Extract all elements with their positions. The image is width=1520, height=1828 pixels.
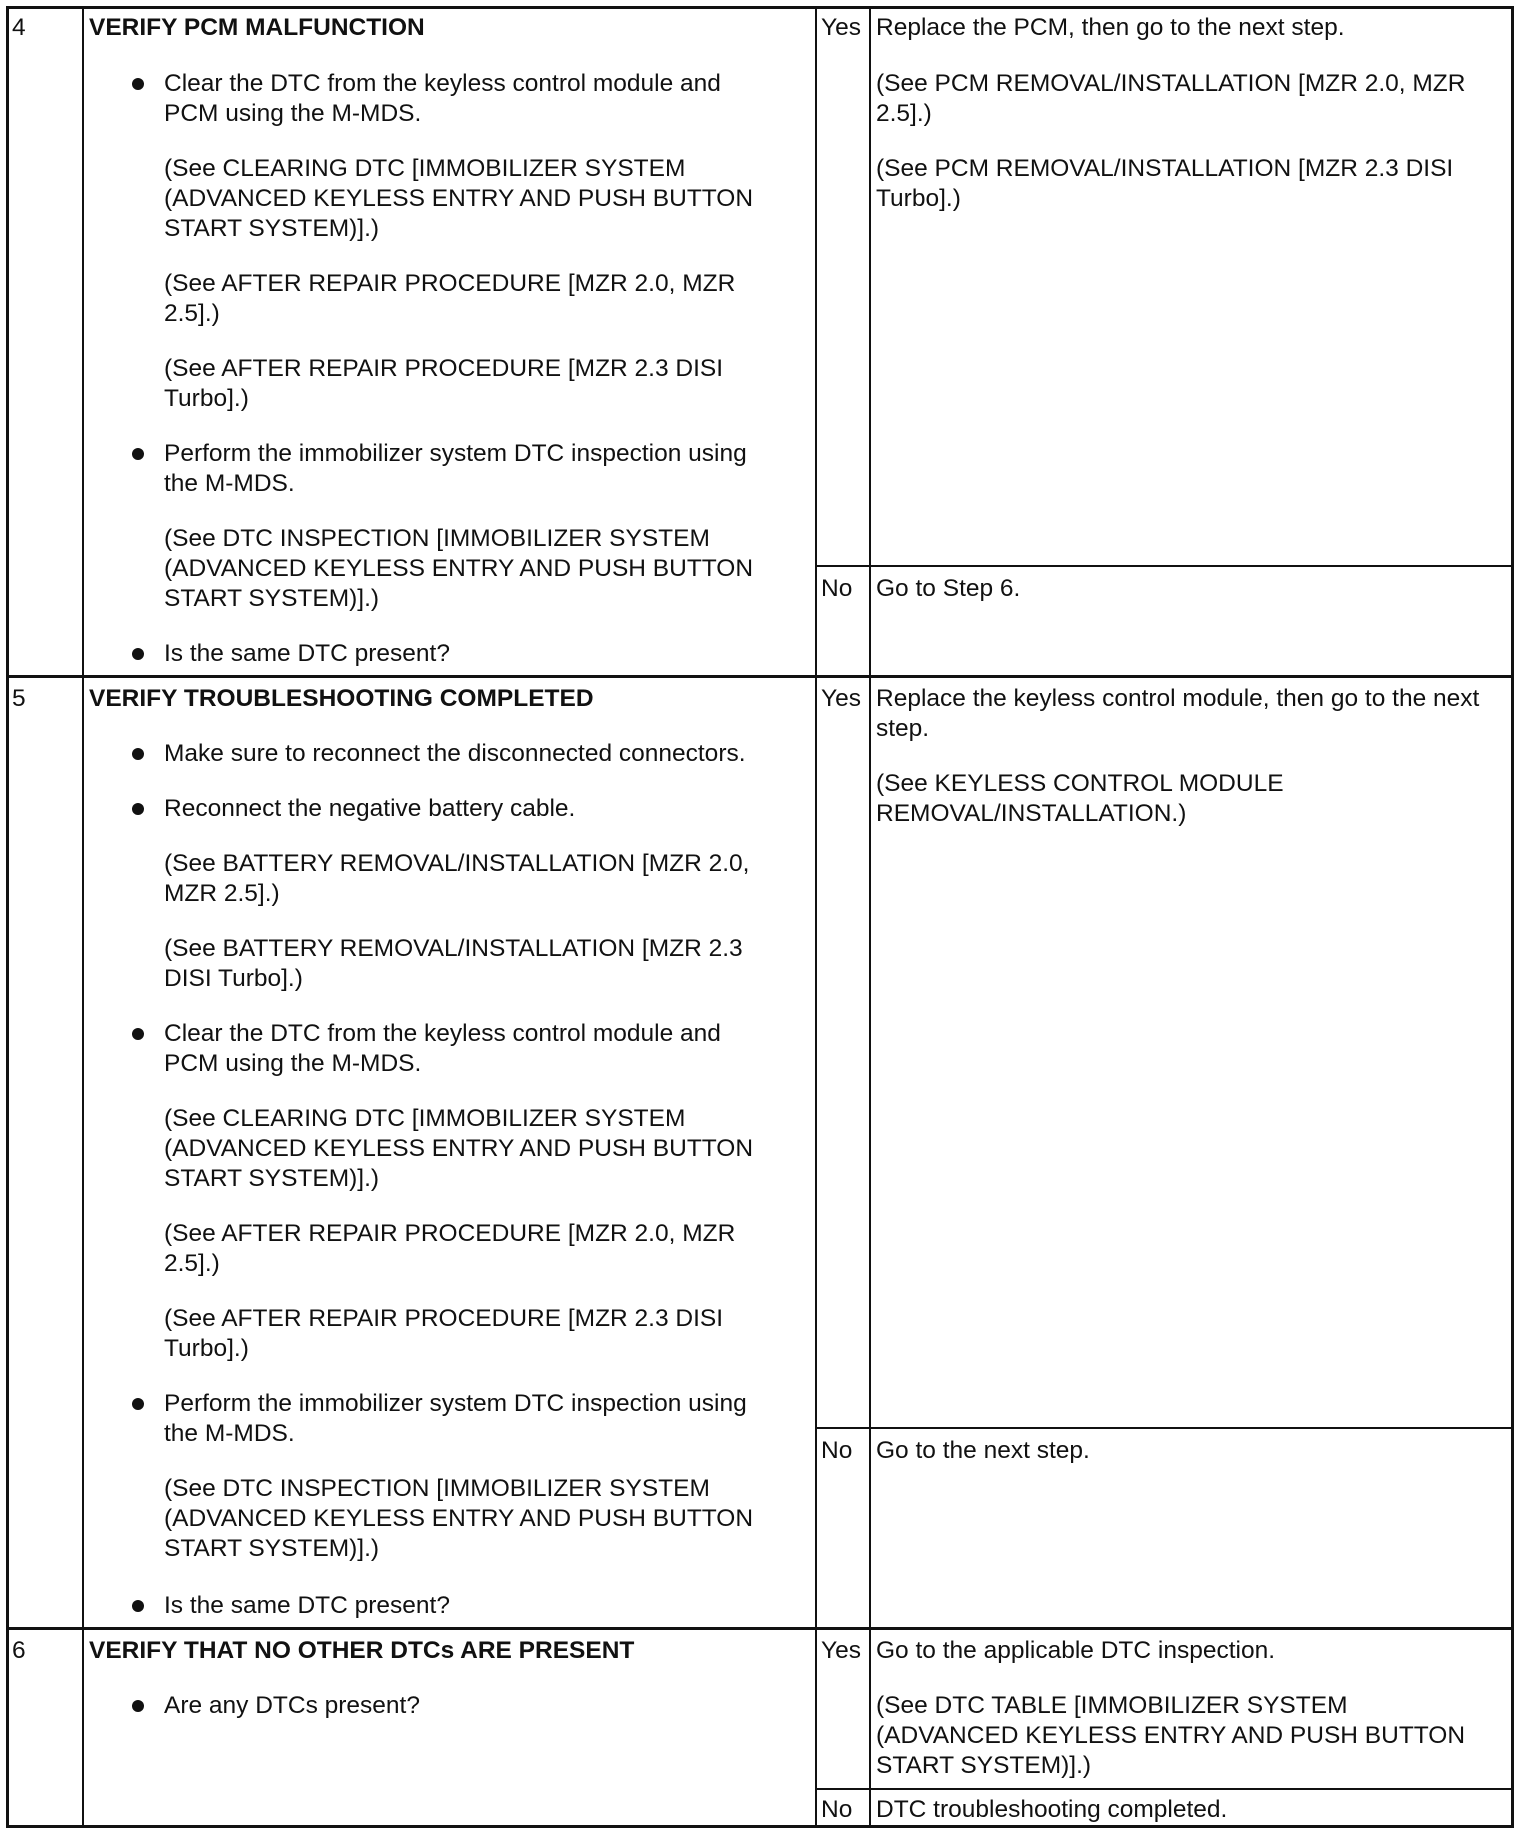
bullet-icon <box>132 1028 144 1040</box>
step-number: 5 <box>12 685 26 712</box>
reference-link[interactable]: 2.5].) <box>164 1250 220 1277</box>
action-text: the M-MDS. <box>164 470 295 497</box>
result-text: Go to Step 6. <box>876 575 1021 602</box>
action-text: Make sure to reconnect the disconnected connectors. <box>164 740 746 767</box>
reference-link[interactable]: (See PCM REMOVAL/INSTALLATION [MZR 2.3 DISI <box>876 155 1454 182</box>
reference-link[interactable]: (See DTC INSPECTION [IMMOBILIZER SYSTEM <box>164 525 710 552</box>
reference-link[interactable]: Turbo].) <box>876 185 961 212</box>
action-text: Clear the DTC from the keyless control module and <box>164 70 721 97</box>
reference-link[interactable]: (ADVANCED KEYLESS ENTRY AND PUSH BUTTON <box>876 1722 1466 1749</box>
bullet-icon <box>132 1700 144 1712</box>
step-title: VERIFY TROUBLESHOOTING COMPLETED <box>89 685 594 712</box>
action-text: PCM using the M-MDS. <box>164 1050 422 1077</box>
reference-link[interactable]: (ADVANCED KEYLESS ENTRY AND PUSH BUTTON <box>164 1135 754 1162</box>
action-text: Perform the immobilizer system DTC inspection using <box>164 440 747 467</box>
reference-link[interactable]: (ADVANCED KEYLESS ENTRY AND PUSH BUTTON <box>164 185 754 212</box>
reference-link[interactable]: 2.5].) <box>876 100 932 127</box>
reference-link[interactable]: (See BATTERY REMOVAL/INSTALLATION [MZR 2.3 <box>164 935 743 962</box>
reference-link[interactable]: START SYSTEM)].) <box>164 1535 380 1562</box>
answer-no-label: No <box>821 575 853 602</box>
answer-no-label: No <box>821 1437 853 1464</box>
action-question: Is the same DTC present? <box>164 640 450 667</box>
reference-link[interactable]: (ADVANCED KEYLESS ENTRY AND PUSH BUTTON <box>164 1505 754 1532</box>
reference-link[interactable]: (See AFTER REPAIR PROCEDURE [MZR 2.3 DISI <box>164 355 724 382</box>
bullet-icon <box>132 748 144 760</box>
column-divider-action <box>815 6 817 1828</box>
column-divider-step <box>82 6 84 1828</box>
row-divider-step6-no <box>815 1788 1514 1790</box>
answer-yes-label: Yes <box>821 14 861 41</box>
reference-link[interactable]: START SYSTEM)].) <box>164 215 380 242</box>
answer-yes-label: Yes <box>821 685 861 712</box>
reference-link[interactable]: (See BATTERY REMOVAL/INSTALLATION [MZR 2.0, <box>164 850 750 877</box>
reference-link[interactable]: (See CLEARING DTC [IMMOBILIZER SYSTEM <box>164 155 686 182</box>
action-question: Is the same DTC present? <box>164 1592 450 1619</box>
bullet-icon <box>132 78 144 90</box>
bullet-icon <box>132 448 144 460</box>
reference-link[interactable]: (See AFTER REPAIR PROCEDURE [MZR 2.0, MZR <box>164 1220 736 1247</box>
answer-no-label: No <box>821 1796 853 1823</box>
result-text: step. <box>876 715 930 742</box>
result-text: Go to the applicable DTC inspection. <box>876 1637 1276 1664</box>
action-text: Perform the immobilizer system DTC inspection using <box>164 1390 747 1417</box>
step-number: 4 <box>12 14 26 41</box>
reference-link[interactable]: (See PCM REMOVAL/INSTALLATION [MZR 2.0, MZR <box>876 70 1466 97</box>
reference-link[interactable]: (See DTC INSPECTION [IMMOBILIZER SYSTEM <box>164 1475 710 1502</box>
step-title: VERIFY THAT NO OTHER DTCs ARE PRESENT <box>89 1637 635 1664</box>
reference-link[interactable]: START SYSTEM)].) <box>164 1165 380 1192</box>
reference-link[interactable]: DISI Turbo].) <box>164 965 303 992</box>
action-text: Clear the DTC from the keyless control module and <box>164 1020 721 1047</box>
action-text: the M-MDS. <box>164 1420 295 1447</box>
answer-yes-label: Yes <box>821 1637 861 1664</box>
bullet-icon <box>132 1600 144 1612</box>
reference-link[interactable]: Turbo].) <box>164 1335 249 1362</box>
result-text: DTC troubleshooting completed. <box>876 1796 1228 1823</box>
row-divider-step4-no <box>815 565 1514 567</box>
result-text: Replace the PCM, then go to the next step. <box>876 14 1345 41</box>
reference-link[interactable]: (See KEYLESS CONTROL MODULE <box>876 770 1284 797</box>
row-divider-step5-no <box>815 1427 1514 1429</box>
step-title: VERIFY PCM MALFUNCTION <box>89 14 425 41</box>
reference-link[interactable]: (See DTC TABLE [IMMOBILIZER SYSTEM <box>876 1692 1348 1719</box>
result-text: Go to the next step. <box>876 1437 1090 1464</box>
action-text: PCM using the M-MDS. <box>164 100 422 127</box>
reference-link[interactable]: START SYSTEM)].) <box>164 585 380 612</box>
bullet-icon <box>132 648 144 660</box>
reference-link[interactable]: (See AFTER REPAIR PROCEDURE [MZR 2.3 DISI <box>164 1305 724 1332</box>
bullet-icon <box>132 1398 144 1410</box>
action-question: Are any DTCs present? <box>164 1692 420 1719</box>
column-divider-answer <box>869 6 871 1828</box>
reference-link[interactable]: 2.5].) <box>164 300 220 327</box>
row-divider-step5 <box>6 675 1514 678</box>
bullet-icon <box>132 803 144 815</box>
result-text: Replace the keyless control module, then go to the next <box>876 685 1480 712</box>
step-number: 6 <box>12 1637 26 1664</box>
row-divider-step6 <box>6 1627 1514 1630</box>
reference-link[interactable]: Turbo].) <box>164 385 249 412</box>
reference-link[interactable]: MZR 2.5].) <box>164 880 280 907</box>
reference-link[interactable]: REMOVAL/INSTALLATION.) <box>876 800 1187 827</box>
reference-link[interactable]: (See AFTER REPAIR PROCEDURE [MZR 2.0, MZR <box>164 270 736 297</box>
reference-link[interactable]: (See CLEARING DTC [IMMOBILIZER SYSTEM <box>164 1105 686 1132</box>
reference-link[interactable]: (ADVANCED KEYLESS ENTRY AND PUSH BUTTON <box>164 555 754 582</box>
action-text: Reconnect the negative battery cable. <box>164 795 576 822</box>
reference-link[interactable]: START SYSTEM)].) <box>876 1752 1092 1779</box>
